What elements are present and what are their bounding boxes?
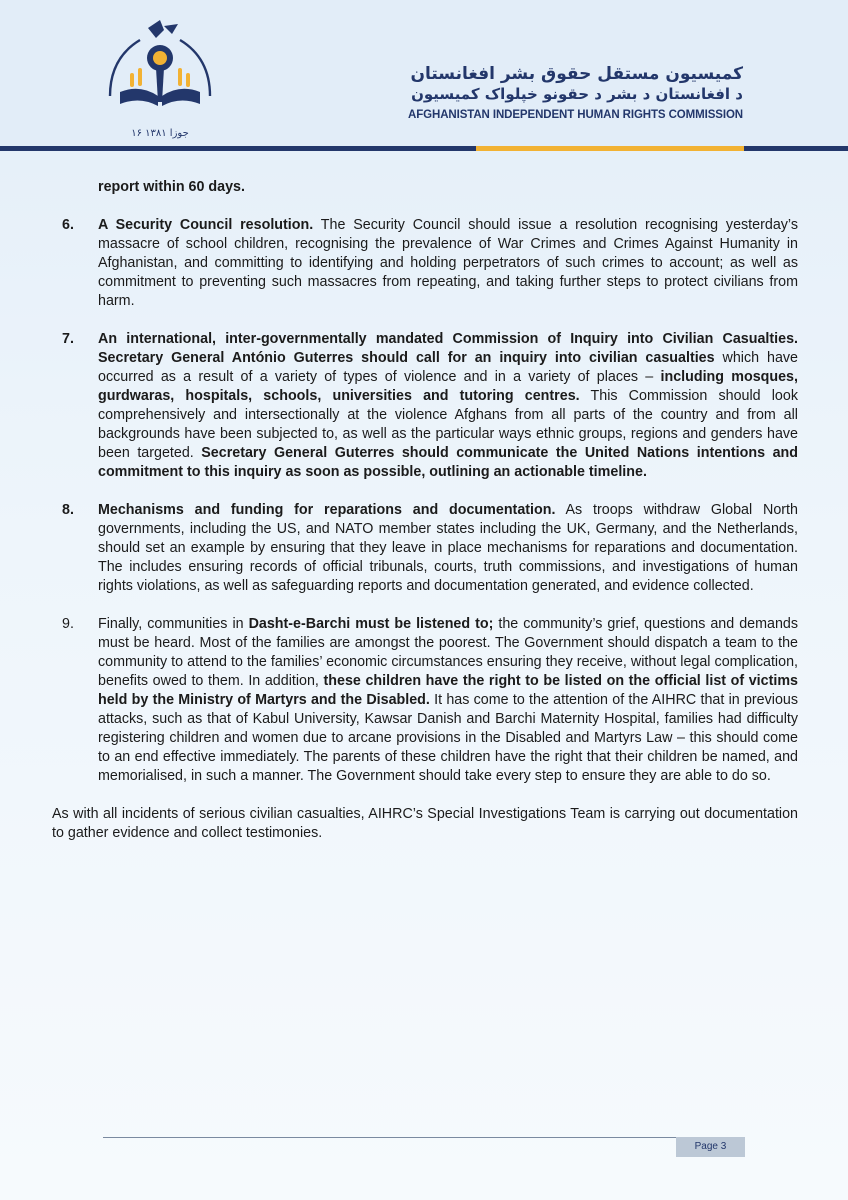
list-number: 9. <box>62 616 74 632</box>
list-item: 7. An international, inter-governmentally mandated Commission of Inquiry into Civilian Casualties. Secretary General António Guterres should call for an inquiry into civilian casualties which have occurred as a result of a variety of types of violence and in a variety of places – including mosques, gurdwaras, hospitals, schools, universities and tutoring centres. This Commission should look comprehensively and intersectionally at the violence Afghans from all parts of the country and from all backgrounds have been subjected to, as well as the particular ways ethnic groups, regions and genders have been targeted. Secretary General Guterres should communicate the United Nations intentions and commitment to this inquiry as soon as possible, outlining an actionable timeline. <box>52 330 798 482</box>
aihrc-logo-icon <box>100 18 220 143</box>
logo-caption: ۱۶ جوزا ۱۳۸۱ <box>131 128 189 139</box>
page-number: Page 3 <box>676 1137 745 1157</box>
document-body <box>52 178 798 843</box>
list-number: 8. <box>62 502 74 518</box>
intro-tail: report within 60 days. <box>98 179 245 195</box>
list-item: 6. A Security Council resolution. The Security Council should issue a resolution recognising yesterday’s massacre of school children, recognising the prevalence of War Crimes and Crimes Against Humanity in Afghanistan, and committing to identifying and holding perpetrators of such crimes to account; as well as commitment to preventing such massacres from repeating, and taking further steps to protect civilians from harm. <box>52 216 798 311</box>
footer-rule <box>103 1137 745 1138</box>
header <box>0 0 848 150</box>
closing-paragraph: As with all incidents of serious civilian casualties, AIHRC’s Special Investigations Team is carrying out documentation to gather evidence and collect testimonies. <box>52 806 798 841</box>
org-name-english: AFGHANISTAN INDEPENDENT HUMAN RIGHTS COMMISSION <box>408 109 743 121</box>
org-name-block <box>408 64 743 121</box>
list-number: 6. <box>62 217 74 233</box>
list-item: 9. Finally, communities in Dasht-e-Barchi must be listened to; the community’s grief, questions and demands must be heard. Most of the families are amongst the poorest. The Government should dispatch a team to the community to attend to the families’ economic circumstances ensuring they receive, without legal complication, benefits owed to them. In addition, these children have the right to be listed on the official list of victims held by the Ministry of Martyrs and the Disabled. It has come to the attention of the AIHRC that in previous attacks, such as that of Kabul University, Kawsar Danish and Barchi Maternity Hospital, families had difficulty registering children and women due to arcane provisions in the Disabled and Martyrs Law – this should come to an end effective immediately. The parents of these children have the right that their children be named, and memorialised, in such a manner. The Government should take every step to ensure they are able to do so. <box>52 615 798 786</box>
org-name-pashto: د افغانستان د بشر د حقونو خپلواک کمیسیون <box>411 85 743 103</box>
org-name-dari: کمیسیون مستقل حقوق بشر افغانستان <box>410 64 743 84</box>
list-number: 7. <box>62 331 74 347</box>
header-accent-rule <box>476 146 744 151</box>
list-item: 8. Mechanisms and funding for reparations and documentation. As troops withdraw Global North governments, including the US, and NATO member states including the UK, Germany, and the Netherlands, should set an example by ensuring that they leave in place mechanisms for reparations and documentation. The includes ensuring records of official tribunals, courts, truth commissions, and investigations of human rights violations, as well as safeguarding reports and documentation generated, and evidence collected. <box>52 501 798 596</box>
